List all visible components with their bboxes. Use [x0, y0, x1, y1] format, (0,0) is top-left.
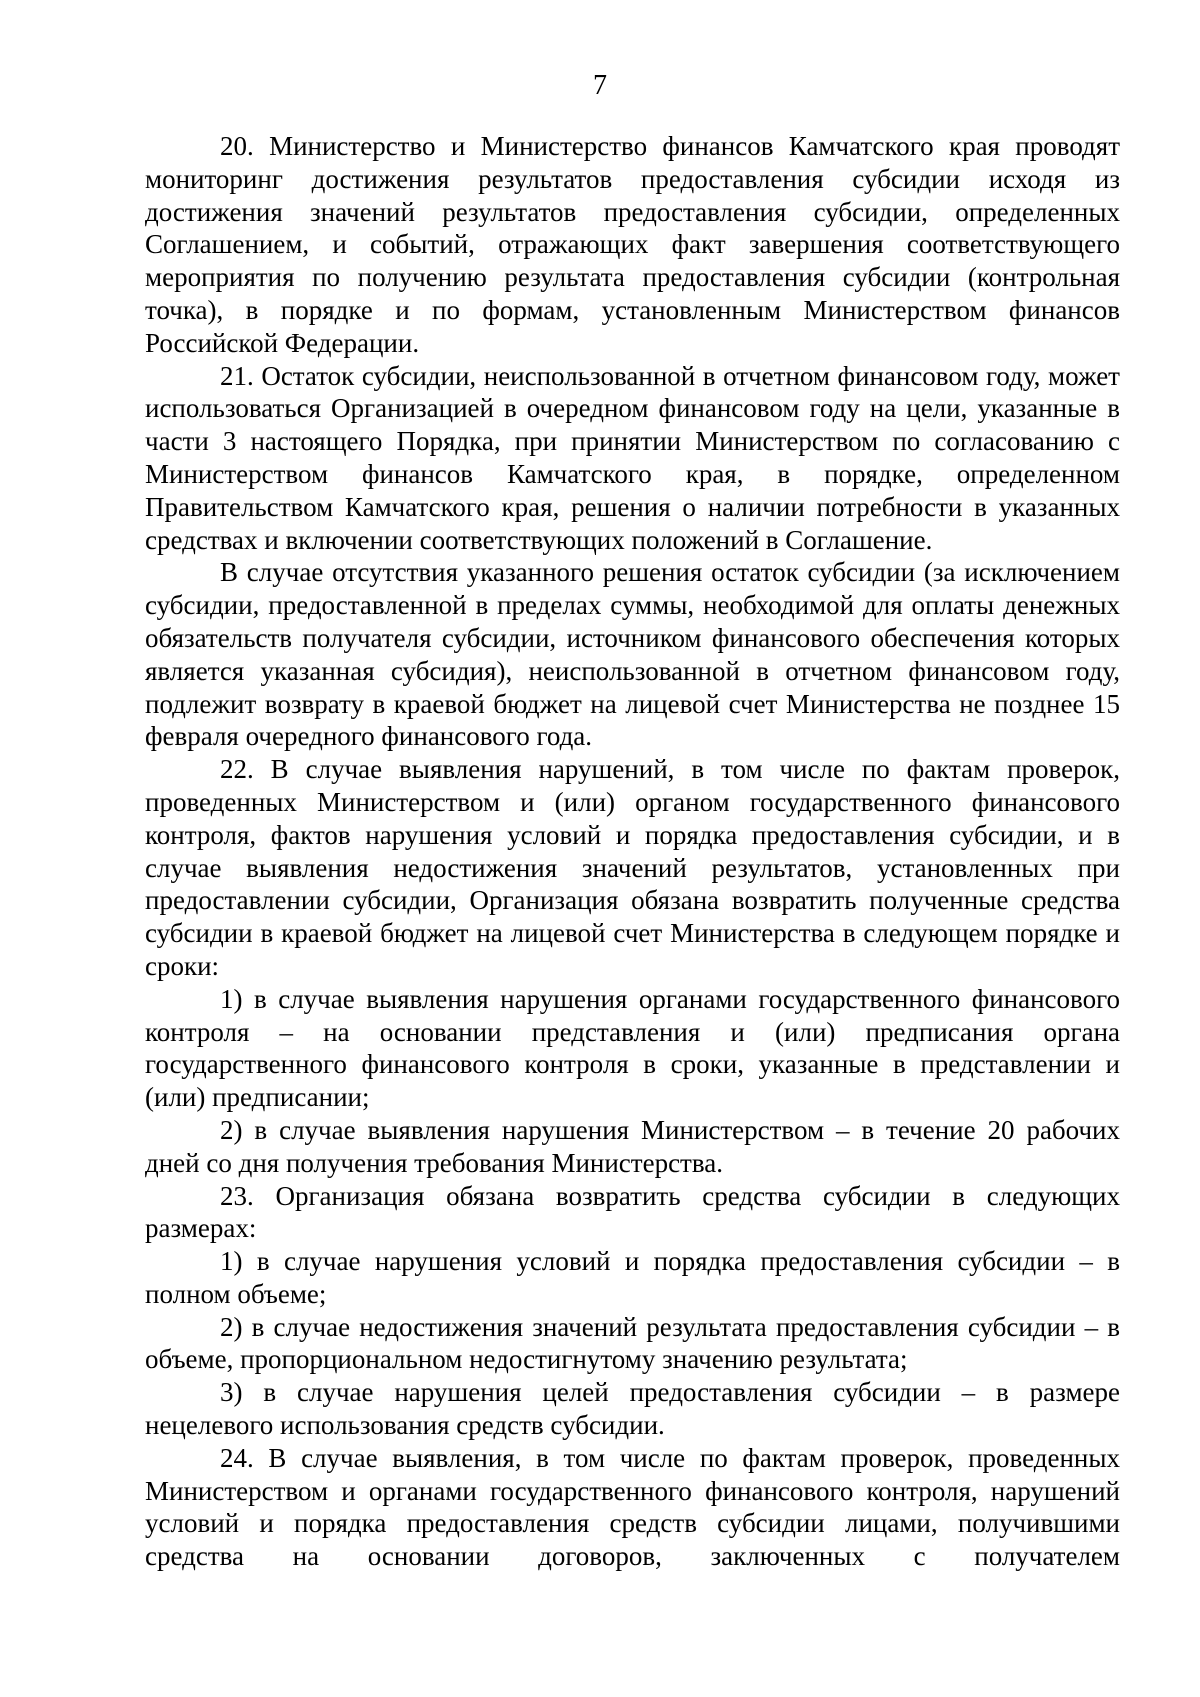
paragraph-23: 23. Организация обязана возвратить средства субсидии в следующих размерах:	[145, 1180, 1120, 1244]
page-number: 7	[593, 70, 607, 101]
paragraph-22: 22. В случае выявления нарушений, в том числе по фактам проверок, проведенных Министерством и (или) органом государственного финансового контроля, фактов нарушения условий и порядка предоставления субсидии, и в случае выявления недостижения значений результатов, установленных при предоставлении субсидии, Организация обязана возвратить полученные средства субсидии в краевой бюджет на лицевой счет Министерства в следующем порядке и сроки:	[145, 754, 1120, 981]
paragraph-24: 24. В случае выявления, в том числе по фактам проверок, проведенных Министерством и органами государственного финансового контроля, нарушений условий и порядка предоставления средств субсидии лицами, получившими средства на основании договоров, заключенных с получателем	[145, 1442, 1120, 1572]
paragraph-20: 20. Министерство и Министерство финансов Камчатского края проводят мониторинг достижения результатов предоставления субсидии исходя из достижения значений результатов предоставления субсидии, определенных Соглашением, и событий, отражающих факт завершения соответствующего мероприятия по получению результата предоставления субсидии (контрольная точка), в порядке и по формам, установленным Министерством финансов Российской Федерации.	[145, 131, 1120, 358]
paragraph-22-item-1: 1) в случае выявления нарушения органами государственного финансового контроля – на основании представления и (или) предписания органа государственного финансового контроля в сроки, указанные в представлении и (или) предписании;	[145, 983, 1120, 1113]
document-body	[145, 130, 1120, 1573]
paragraph-21-continuation: В случае отсутствия указанного решения остаток субсидии (за исключением субсидии, предоставленной в пределах суммы, необходимой для оплаты денежных обязательств получателя субсидии, источником финансового обеспечения которых является указанная субсидия), неиспользованной в отчетном финансовом году, подлежит возврату в краевой бюджет на лицевой счет Министерства не позднее 15 февраля очередного финансового года.	[145, 557, 1120, 752]
paragraph-21: 21. Остаток субсидии, неиспользованной в отчетном финансовом году, может использоваться Организацией в очередном финансовом году на цели, указанные в части 3 настоящего Порядка, при принятии Министерством по согласованию с Министерством финансов Камчатского края, в порядке, определенном Правительством Камчатского края, решения о наличии потребности в указанных средствах и включении соответствующих положений в Соглашение.	[145, 360, 1120, 555]
paragraph-23-item-3: 3) в случае нарушения целей предоставления субсидии – в размере нецелевого использования средств субсидии.	[145, 1377, 1120, 1441]
paragraph-23-item-1: 1) в случае нарушения условий и порядка предоставления субсидии – в полном объеме;	[145, 1246, 1120, 1309]
paragraph-22-item-2: 2) в случае выявления нарушения Министерством – в течение 20 рабочих дней со дня получения требования Министерства.	[145, 1114, 1120, 1178]
paragraph-23-item-2: 2) в случае недостижения значений результата предоставления субсидии – в объеме, пропорциональном недостигнутому значению результата;	[145, 1311, 1120, 1375]
